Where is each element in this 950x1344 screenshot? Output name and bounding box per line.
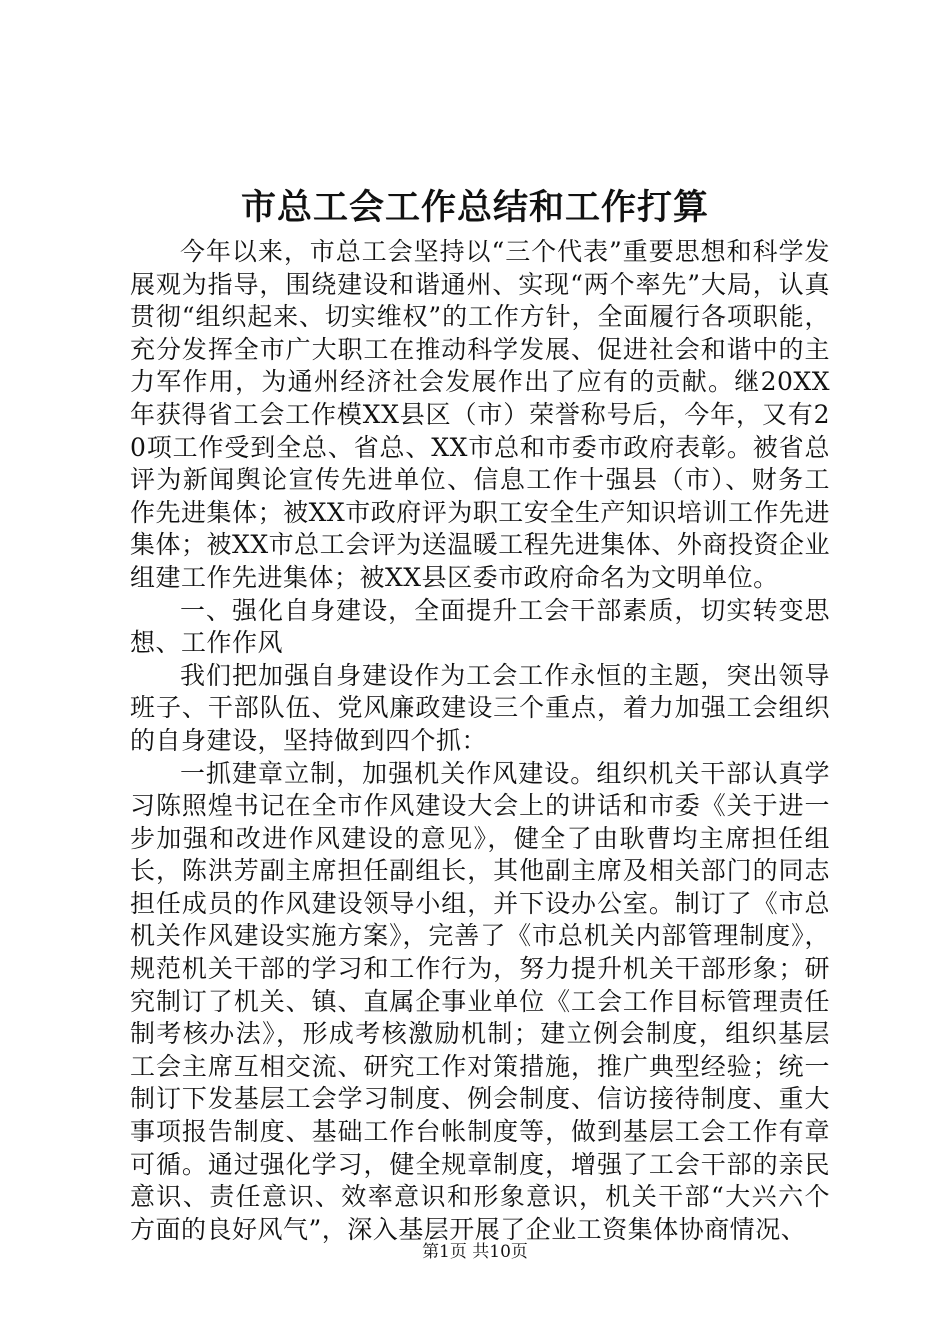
paragraph-section-heading: 一、强化自身建设，全面提升工会干部素质，切实转变思想、工作作风	[130, 595, 830, 658]
document-body	[130, 236, 830, 1246]
paragraph-intro: 今年以来，市总工会坚持以“三个代表”重要思想和科学发展观为指导，围绕建设和谐通州、实现“两个率先”大局，认真贯彻“组织起来、切实维权”的工作方针，全面履行各项职能，充分发挥全市广大职工在推动科学发展、促进社会和谐中的主力军作用，为通州经济社会发展作出了应有的贡献。继20XX年获得省工会工作模XX县区（市）荣誉称号后，今年，又有20项工作受到全总、省总、XX市总和市委市政府表彰。被省总评为新闻舆论宣传先进单位、信息工作十强县（市）、财务工作先进集体；被XX市政府评为职工安全生产知识培训工作先进集体；被XX市总工会评为送温暖工程先进集体、外商投资企业组建工作先进集体；被XX县区委市政府命名为文明单位。	[130, 237, 830, 592]
document-title: 市总工会工作总结和工作打算	[240, 187, 709, 228]
paragraph-self-building: 我们把加强自身建设作为工会工作永恒的主题，突出领导班子、干部队伍、党风廉政建设三个重点，着力加强工会组织的自身建设，坚持做到四个抓：	[130, 660, 830, 755]
page-number-footer: 第1页 共10页	[422, 1242, 528, 1262]
paragraph-rules-and-style: 一抓建章立制，加强机关作风建设。组织机关干部认真学习陈照煌书记在全市作风建设大会上的讲话和市委《关于进一步加强和改进作风建设的意见》，健全了由耿曹均主席担任组长，陈洪芳副主席担任副组长，其他副主席及相关部门的同志担任成员的作风建设领导小组，并下设办公室。制订了《市总机关作风建设实施方案》，完善了《市总机关内部管理制度》，规范机关干部的学习和工作行为，努力提升机关干部形象；研究制订了机关、镇、直属企事业单位《工会工作目标管理责任制考核办法》，形成考核激励机制；建立例会制度，组织基层工会主席互相交流、研究工作对策措施，推广典型经验；统一制订下发基层工会学习制度、例会制度、信访接待制度、重大事项报告制度、基础工作台帐制度等，做到基层工会工作有章可循。通过强化学习，健全规章制度，增强了工会干部的亲民意识、责任意识、效率意识和形象意识，机关干部“大兴六个方面的良好风气”，深入基层开展了企业工资集体协商情况、	[130, 758, 830, 1244]
